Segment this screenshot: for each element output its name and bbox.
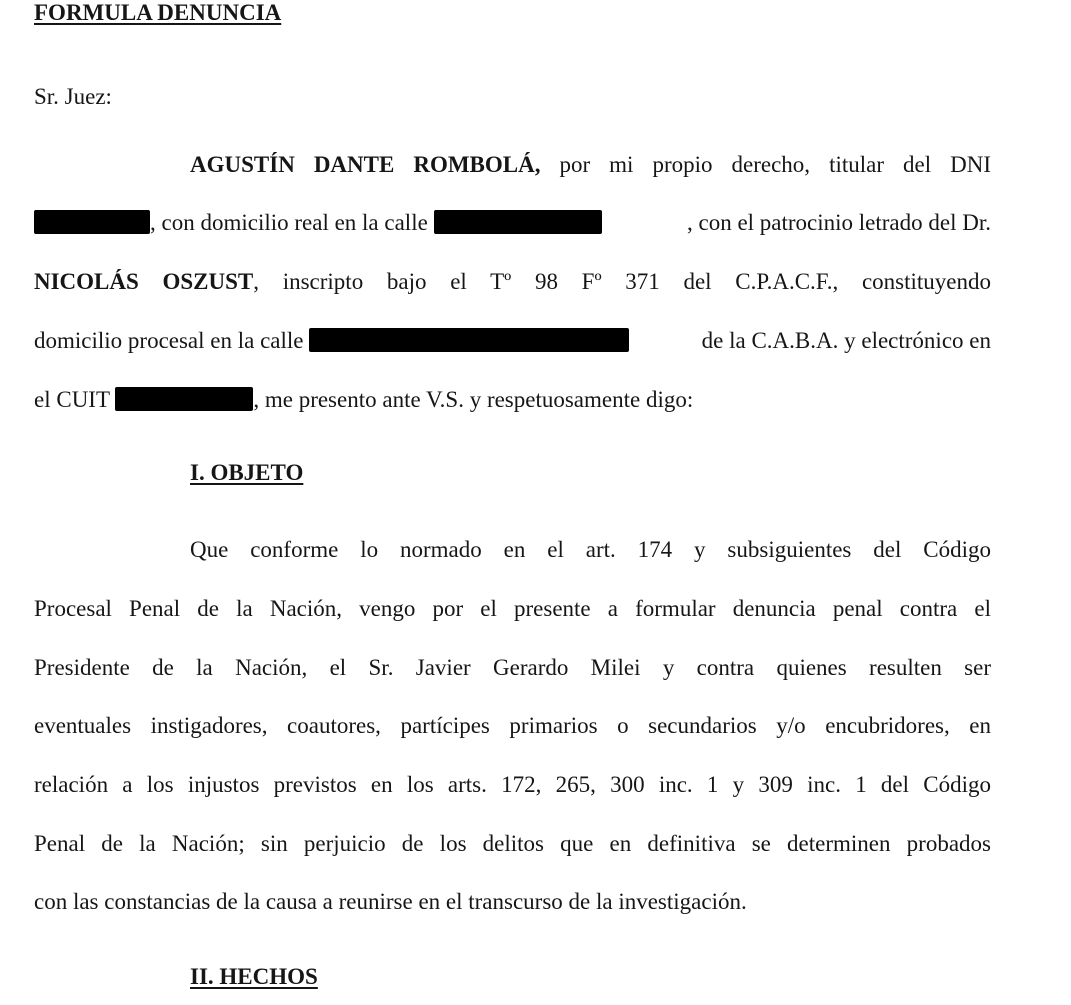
- complainant-name: AGUSTÍN DANTE ROMBOLÁ,: [190, 152, 541, 177]
- lawyer-name: NICOLÁS OSZUST: [34, 269, 254, 294]
- intro-line-3: NICOLÁS OSZUST, inscripto bajo el Tº 98 Fº 371 del C.P.A.C.F., constituyendo: [34, 269, 991, 294]
- objeto-line-6: Penal de la Nación; sin perjuicio de los delitos que en definitiva se determinen probados: [34, 831, 991, 856]
- salutation: Sr. Juez:: [34, 84, 112, 109]
- document-heading: FORMULA DENUNCIA: [34, 0, 282, 25]
- objeto-line-4: eventuales instigadores, coautores, partícipes primarios o secundarios y/o encubridores, en: [34, 713, 991, 738]
- redaction-cuit: [115, 387, 253, 411]
- redaction-procedural-address: [309, 328, 629, 352]
- section-title-hechos: II. HECHOS: [190, 964, 318, 989]
- objeto-line-1: Que conforme lo normado en el art. 174 y subsiguientes del Código: [190, 537, 991, 562]
- objeto-line-7: con las constancias de la causa a reunirse en el transcurso de la investigación.: [34, 889, 747, 914]
- intro-line-4: domicilio procesal en la calle de la C.A.B.A. y electrónico en: [34, 328, 991, 353]
- objeto-line-2: Procesal Penal de la Nación, vengo por el presente a formular denuncia penal contra el: [34, 596, 991, 621]
- intro-line-1: AGUSTÍN DANTE ROMBOLÁ, por mi propio derecho, titular del DNI: [190, 152, 991, 177]
- objeto-line-5: relación a los injustos previstos en los arts. 172, 265, 300 inc. 1 y 309 inc. 1 del Código: [34, 772, 991, 797]
- section-title-objeto: I. OBJETO: [190, 460, 304, 485]
- redaction-dni: [34, 210, 150, 234]
- intro-line-2: , con domicilio real en la calle , con el patrocinio letrado del Dr.: [34, 210, 991, 236]
- intro-line-5: el CUIT , me presento ante V.S. y respetuosamente digo:: [34, 387, 694, 412]
- redaction-address: [434, 210, 602, 234]
- objeto-line-3: Presidente de la Nación, el Sr. Javier Gerardo Milei y contra quienes resulten ser: [34, 655, 991, 680]
